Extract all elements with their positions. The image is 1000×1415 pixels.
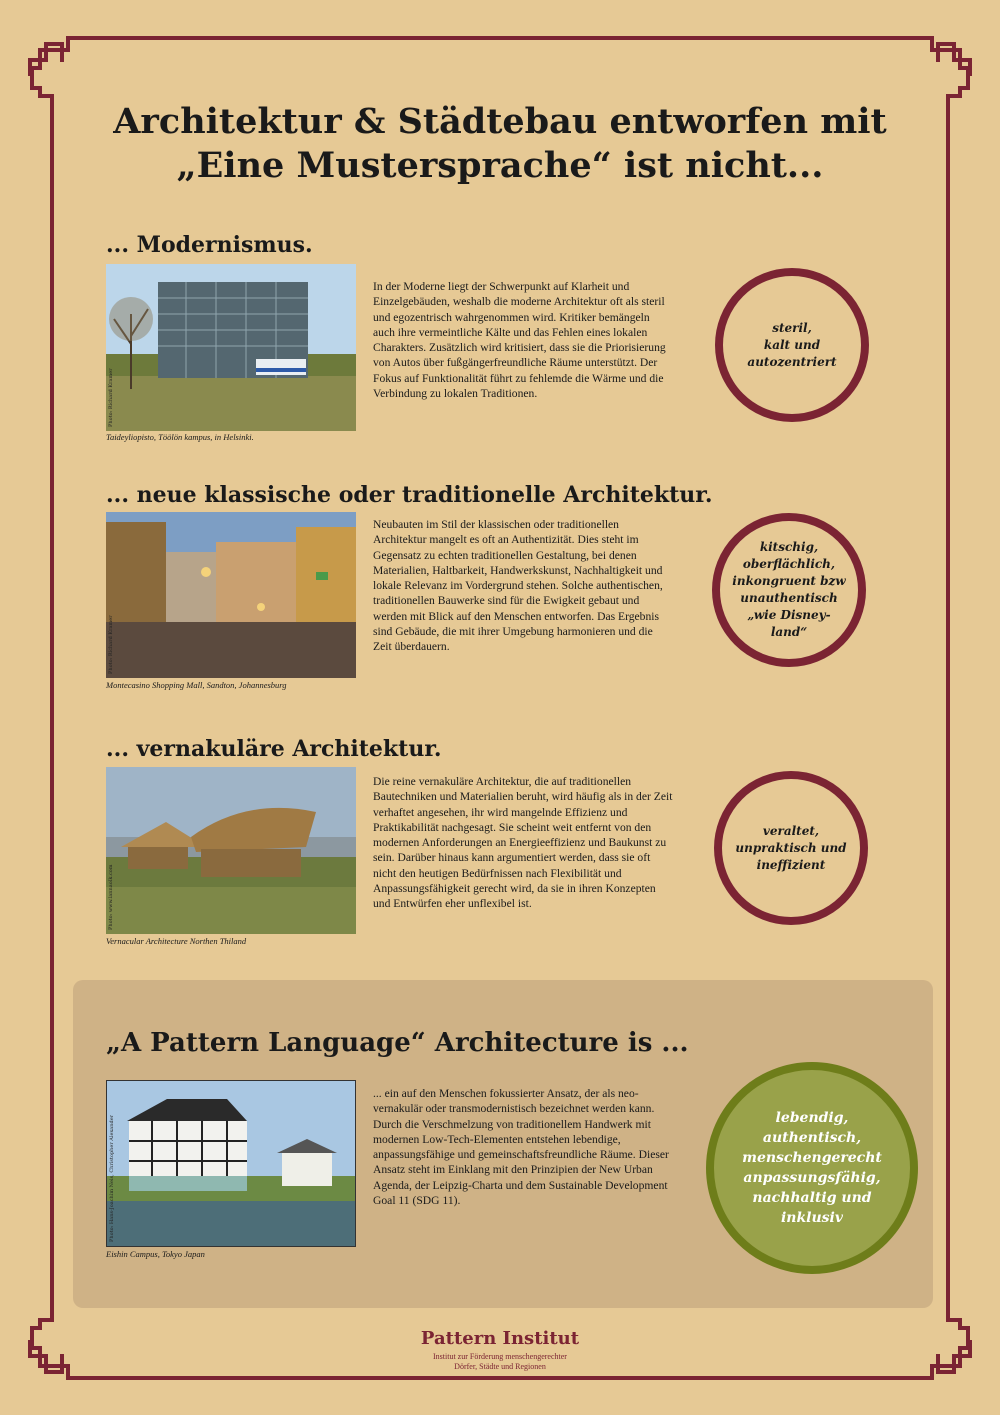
verdict-text-modernism: steril, kalt und autozentriert [747,320,837,369]
verdict-circle-vernacular [714,771,868,925]
verdict-circle-modernism [715,268,869,422]
photo-caption-vernacular: Vernacular Architecture Northen Thiland [106,936,247,946]
section-heading-modernism: ... Modernismus. [106,232,313,258]
photo-caption-eishin: Eishin Campus, Tokyo Japan [106,1249,205,1259]
body-text-modernism: In der Moderne liegt der Schwerpunkt auf Klarheit und Einzelgebäuden, weshalb die moderne Architektur oft als steril und egozentrisch wahrgenommen wird. Kritiker bemängeln auch ihre vermeintliche Kälte und das Fehlen eines lokalen Charakters. Zusätzlich wird kritisiert, dass sie die Priorisierung von Autos über fußgängerfreundliche Räume unterstützt. Der Fokus auf Funktionalität führt zu fehlemde die Wärme und die Verbindung zu lokalen Traditionen. [373,280,666,401]
verdict-circle-pattern [706,1062,918,1274]
tagline-line-2: Dörfer, Städte und Regionen [454,1362,546,1371]
body-text-neoclassical: Neubauten im Stil der klassischen oder traditionellen Architektur mangelt es oft an Authentizität. Dies steht im Gegensatz zu echten traditionellen Gestaltung, bei denen Materialien, Haltbarkeit, Handwerkskunst, Nachhaltigkeit und lokale Relevanz im Vordergrund stehen. Solche authentischen, traditionellen Bauwerke sind für die Ewigkeit gebaut und werden mit Blick auf den Menschen entworfen. Das Ergebnis sind Gebäude, die mit ihrer Umgebung harmonieren und die Zeit überdauern. [373,518,663,654]
title-line-2: „Eine Mustersprache“ ist nicht... [176,145,824,186]
institute-name: Pattern Institut [420,1328,580,1349]
photo-caption-modernism: Taideyliopisto, Töölön kampus, in Helsinki. [106,432,254,442]
photo-modernism [106,264,356,431]
verdict-text-neoclassical: kitschig, oberflächlich, inkongruent bzw unauthentisch „wie Disney- land“ [732,540,846,639]
pattern-heading: „A Pattern Language“ Architecture is ... [106,1028,689,1058]
photo-neoclassical [106,512,356,678]
photo-caption-neoclassical: Montecasino Shopping Mall, Sandton, Johannesburg [106,680,287,690]
photo-credit: Photo: Richard Kramer [108,368,114,427]
section-heading-neoclassical: ... neue klassische oder traditionelle Architektur. [106,482,713,508]
photo-credit: Photo: Richard Kramer [108,615,114,674]
photo-eishin [106,1080,356,1247]
verdict-text-pattern: lebendig, authentisch, menschengerecht anpassungsfähig, nachhaltig und inklusiv [742,1110,882,1226]
photo-credit: Photo: Hans-Joachim Neis, Christopher Alexander [109,1114,115,1242]
title-line-1: Architektur & Städtebau entworfen mit [113,101,887,142]
verdict-text-vernacular: veraltet, unpraktisch und ineffizient [735,823,847,872]
section-heading-vernacular: ... vernakuläre Architektur. [106,736,442,762]
institute-tagline [300,1352,700,1372]
body-text-vernacular: Die reine vernakuläre Architektur, die auf traditionellen Bautechniken und Materialien beruht, wird häufig als in der Zeit verhaftet angesehen, ihr wird mangelnde Effizienz und Praktikabilität nachgesagt. Sie scheint weit entfernt von den modernen Anforderungen an Energieeffizienz und Baukunst zu sein. Darüber hinaus kann argumentiert werden, dass sie oft nicht den heutigen Bedürfnissen nach Flexibilität und Anpassungsfähigkeit gerecht wird, da sie in ihren Konzepten und Entwürfen eher unflexibel ist. [373,775,673,911]
page-title [60,100,940,188]
tagline-line-1: Institut zur Förderung menschengerechter [433,1352,567,1361]
photo-vernacular [106,767,356,934]
photo-credit: Photo: www.lannaolk.com [108,864,114,930]
body-text-pattern: ... ein auf den Menschen fokussierter Ansatz, der als neo-vernakulär oder transmodernistisch bezeichnet werden kann. Durch die Verschmelzung von traditionellem Handwerk mit modernen Low-Tech-Elementen entstehen lebendige, anpassungsfähige und gemeinschaftsfreundliche Räume. Dieser Ansatz steht im Einklang mit den Prinzipien der New Urban Agenda, der Leipzig-Charta und dem Sustainable Development Goal 11 (SDG 11). [373,1087,669,1208]
verdict-circle-neoclassical [712,513,866,667]
